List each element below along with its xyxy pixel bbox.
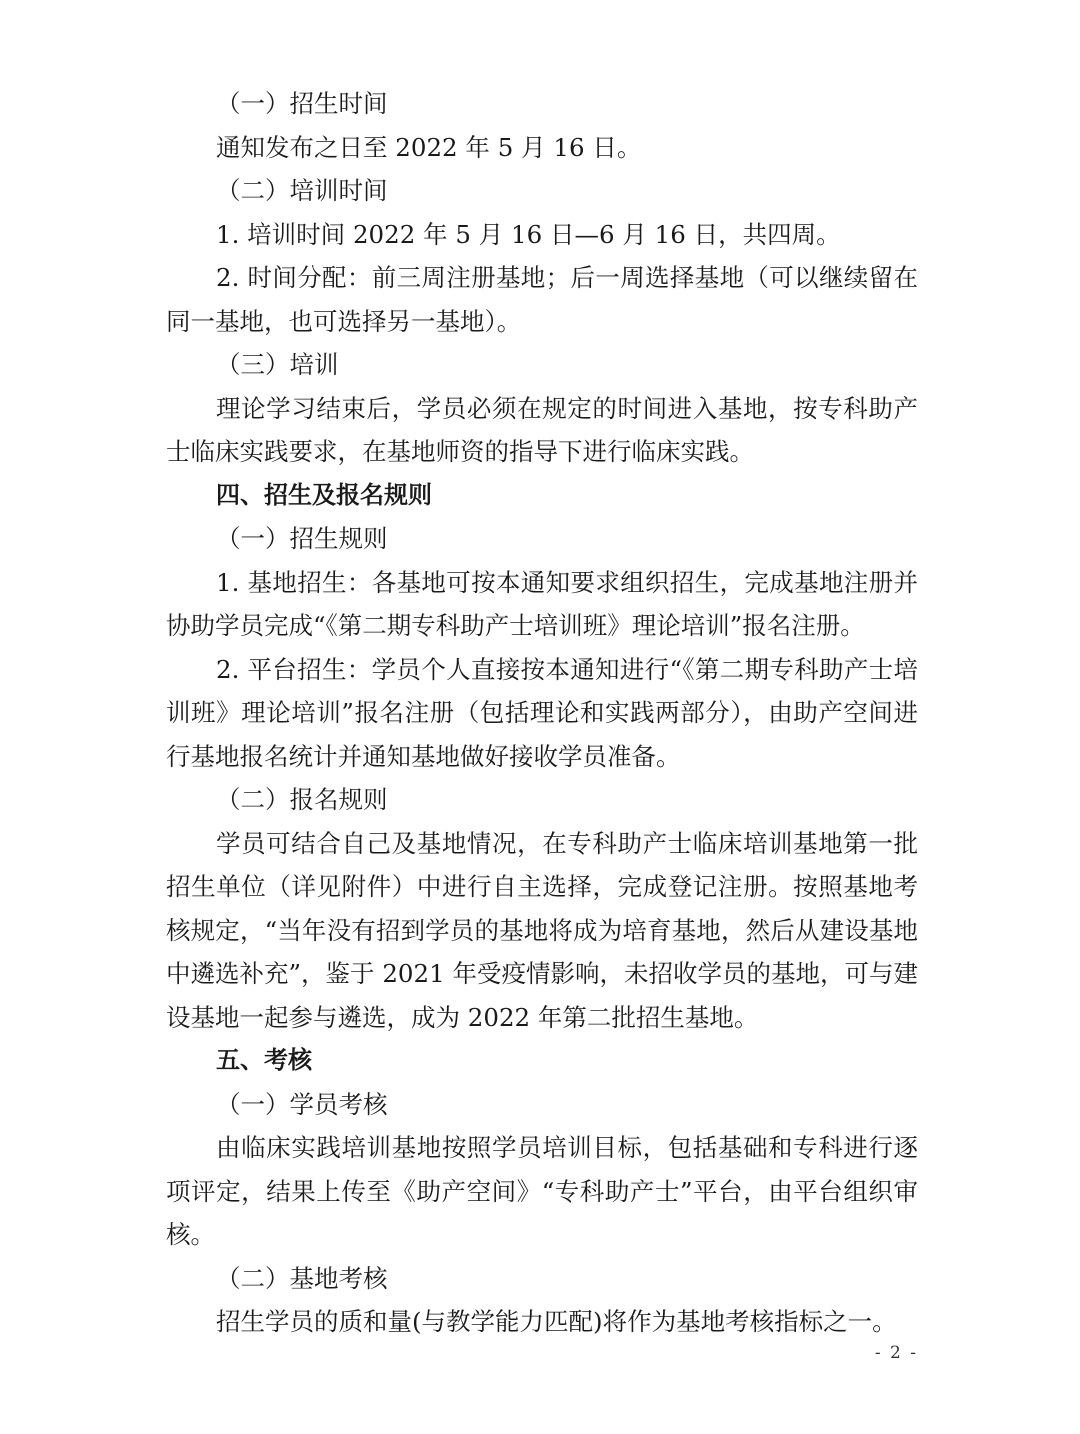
signup-rules-heading: （二）报名规则	[216, 785, 388, 814]
page-number: - 2 -	[874, 1343, 918, 1363]
base-assess-heading: （二）基地考核	[216, 1263, 388, 1293]
section-four-heading: 四、招生及报名规则	[216, 480, 432, 509]
base-assess-body: 招生学员的质和量(与教学能力匹配)将作为基地考核指标之一。	[216, 1307, 897, 1336]
train-time-item-1: 1. 培训时间 2022 年 5 月 16 日—6 月 16 日，共四周。	[216, 219, 841, 249]
train-time-item-2: 2. 时间分配：前三周注册基地；后一周选择基地（可以继续留在同一基地，也可选择另一基地）。	[166, 263, 918, 336]
student-assess-heading: （一）学员考核	[216, 1089, 388, 1119]
document-body	[166, 82, 918, 1344]
signup-rules-body: 学员可结合自己及基地情况，在专科助产士临床培训基地第一批招生单位（详见附件）中进行自主选择，完成登记注册。按照基地考核规定，“当年没有招到学员的基地将成为培育基地，然后从建设基地中遴选补充”，鉴于 2021 年受疫情影响，未招收学员的基地，可与建设基地一起参与遴选，成为 2022 年第二批招生基地。	[166, 828, 918, 1032]
training-heading: （三）培训	[216, 350, 339, 379]
recruit-time-body: 通知发布之日至 2022 年 5 月 16 日。	[216, 132, 642, 162]
section-five-heading: 五、考核	[216, 1046, 312, 1074]
recruit-time-heading: （一）招生时间	[216, 89, 388, 118]
recruit-rules-item-2: 2. 平台招生：学员个人直接按本通知进行“《第二期专科助产士培训班》理论培训”报名注册（包括理论和实践两部分），由助产空间进行基地报名统计并通知基地做好接收学员准备。	[166, 654, 918, 771]
student-assess-body: 由临床实践培训基地按照学员培训目标，包括基础和专科进行逐项评定，结果上传至《助产空间》“专科助产士”平台，由平台组织审核。	[166, 1133, 918, 1249]
recruit-rules-heading: （一）招生规则	[216, 524, 388, 553]
recruit-rules-item-1: 1. 基地招生：各基地可按本通知要求组织招生，完成基地注册并协助学员完成“《第二期专科助产士培训班》理论培训”报名注册。	[166, 567, 918, 640]
training-body: 理论学习结束后，学员必须在规定的时间进入基地，按专科助产士临床实践要求，在基地师资的指导下进行临床实践。	[166, 393, 918, 466]
train-time-heading: （二）培训时间	[216, 176, 388, 205]
